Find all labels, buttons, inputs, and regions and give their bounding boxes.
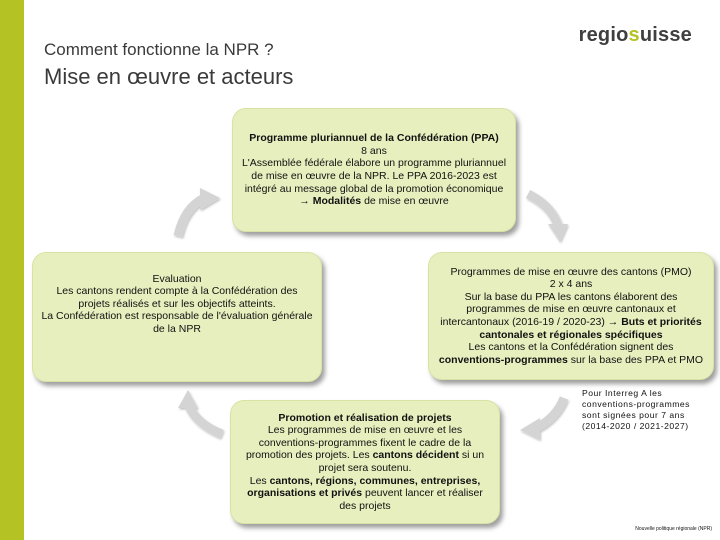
arrow-promotion-to-evaluation [178,390,222,434]
logo-mark: s [628,24,640,46]
arrow-pmo-to-promotion [520,398,564,440]
evaluation-title: Evaluation [152,272,202,285]
ppa-box [232,108,516,232]
ppa-link: → Modalités de mise en œuvre [299,195,449,208]
pmo-duration: 2 x 4 ans [549,278,593,291]
evaluation-box [32,252,322,382]
interreg-note: Pour Interreg A les conventions-programmes sont signées pour 7 ans (2014-2020 / 2021-2027) [582,388,690,431]
arrow-right-icon: → [299,195,310,208]
promotion-title: Promotion et réalisation de projets [278,411,452,424]
promotion-body-2: Les cantons, régions, communes, entreprises, organisations et privés peuvent lancer et réaliser des projets [247,474,483,512]
evaluation-body-2: La Confédération est responsable de l'évaluation générale de la NPR [41,310,313,335]
logo: regiosuisse [578,24,692,46]
ppa-title: Programme pluriannuel de la Confédération (PPA) [249,132,499,145]
ppa-duration: 8 ans [361,144,387,157]
arrow-evaluation-to-ppa [178,188,220,236]
pmo-body-1: Sur la base du PPA les cantons élaborent des programmes de mise en œuvre cantonaux et intercantonaux (2016-19 / 2020-23) → Buts et priorités cantonales et régionales spécifiques [440,290,702,341]
pmo-title: Programmes de mise en œuvre des cantons (PMO) [450,265,692,278]
evaluation-body-1: Les cantons rendent compte à la Confédération des projets réalisés et sur les objectifs atteints. [56,285,298,310]
page-title: Comment fonctionne la NPR ? [44,40,274,59]
ppa-body: L'Assemblée fédérale élabore un programme pluriannuel de mise en œuvre de la NPR. Le PPA 2016-2023 est intégré au message global de la promotion économique [241,157,507,195]
footer-label: Nouvelle politique régionale (NPR) [635,526,712,532]
promotion-box [230,400,500,524]
pmo-box [428,252,714,380]
arrow-right-icon: → [607,316,619,328]
page-subtitle: Mise en œuvre et acteurs [44,64,294,89]
promotion-body-1: Les programmes de mise en œuvre et les conventions-programmes fixent le cadre de la promotion des projets. Les cantons décident si un projet sera soutenu. [245,424,485,474]
pmo-body-2: Les cantons et la Confédération signent des conventions-programmes sur la base des PPA et PMO [438,341,704,366]
arrow-ppa-to-pmo [528,194,568,242]
